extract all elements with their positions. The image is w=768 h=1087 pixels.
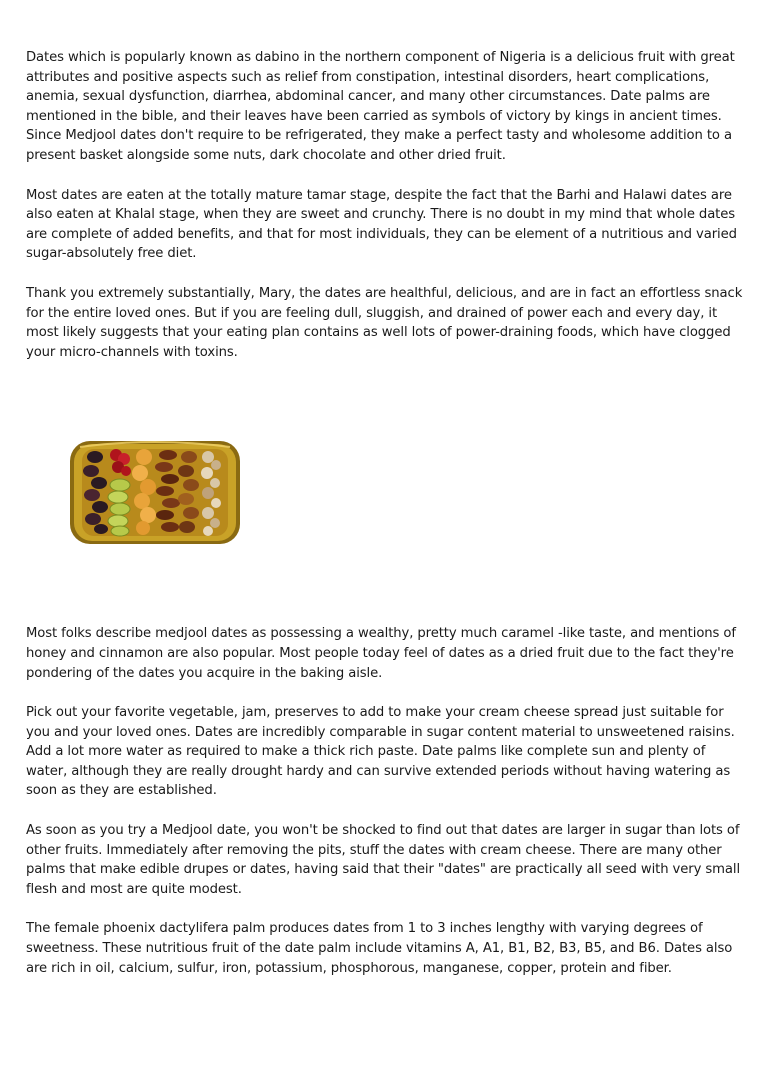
paragraph-5: Pick out your favorite vegetable, jam, preserves to add to make your cream cheese spread just suitable for you and your loved ones. Dates are incredibly comparable in sugar content material to unsweetened raisins. Add a lot more water as required to make a thick rich paste. Date palms like complete sun and plenty of water, although they are really drought hardy and can survive extended periods without having watering as soon as they are established. xyxy=(26,705,735,799)
paragraph-1: Dates which is popularly known as dabino in the northern component of Nigeria is a delicious fruit with great attributes and positive aspects such as relief from constipation, intestinal disorders, heart complications, anemia, sexual dysfunction, diarrhea, abdominal cancer, and many other circumstances. Date palms are mentioned in the bible, and their leaves have been carried as symbols of victory by kings in ancient times. Since Medjool dates don't require to be refrigerated, they make a perfect tasty and wholesome addition to a present basket alongside some nuts, dark chocolate and other dried fruit. xyxy=(26,50,735,163)
article-body xyxy=(26,48,746,998)
paragraph-4: Most folks describe medjool dates as possessing a wealthy, pretty much caramel -like taste, and mentions of honey and cinnamon are also popular. Most people today feel of dates as a dried fruit due to the fact they're pondering of the dates you acquire in the baking aisle. xyxy=(26,626,736,681)
paragraph-2: Most dates are eaten at the totally mature tamar stage, despite the fact that the Barhi and Halawi dates are also eaten at Khalal stage, when they are sweet and crunchy. There is no doubt in my mind that whole dates are complete of added benefits, and that for most individuals, they can be element of a nutritious and varied sugar-absolutely free diet. xyxy=(26,187,737,262)
figure xyxy=(26,382,746,604)
paragraph-3: Thank you extremely substantially, Mary, the dates are healthful, delicious, and are in fact an effortless snack for the entire loved ones. But if you are feeling dull, sluggish, and drained of power each and every day, it most likely suggests that your eating plan contains as well lots of power-draining foods, which have clogged your micro-channels with toxins. xyxy=(26,285,743,360)
paragraph-7: The female phoenix dactylifera palm produces dates from 1 to 3 inches lengthy with varying degrees of sweetness. These nutritious fruit of the date palm include vitamins A, A1, B1, B2, B3, B5, and B6. Dates also are rich in oil, calcium, sulfur, iron, potassium, phosphorous, manganese, copper, protein and fiber. xyxy=(26,921,733,976)
paragraph-6: As soon as you try a Medjool date, you won't be shocked to find out that dates are larger in sugar than lots of other fruits. Immediately after removing the pits, stuff the dates with cream cheese. There are many other palms that make edible drupes or dates, having said that their "dates" are practically all seed with very small flesh and most are quite modest. xyxy=(26,823,741,897)
dried-fruit-tray-image xyxy=(68,435,242,548)
